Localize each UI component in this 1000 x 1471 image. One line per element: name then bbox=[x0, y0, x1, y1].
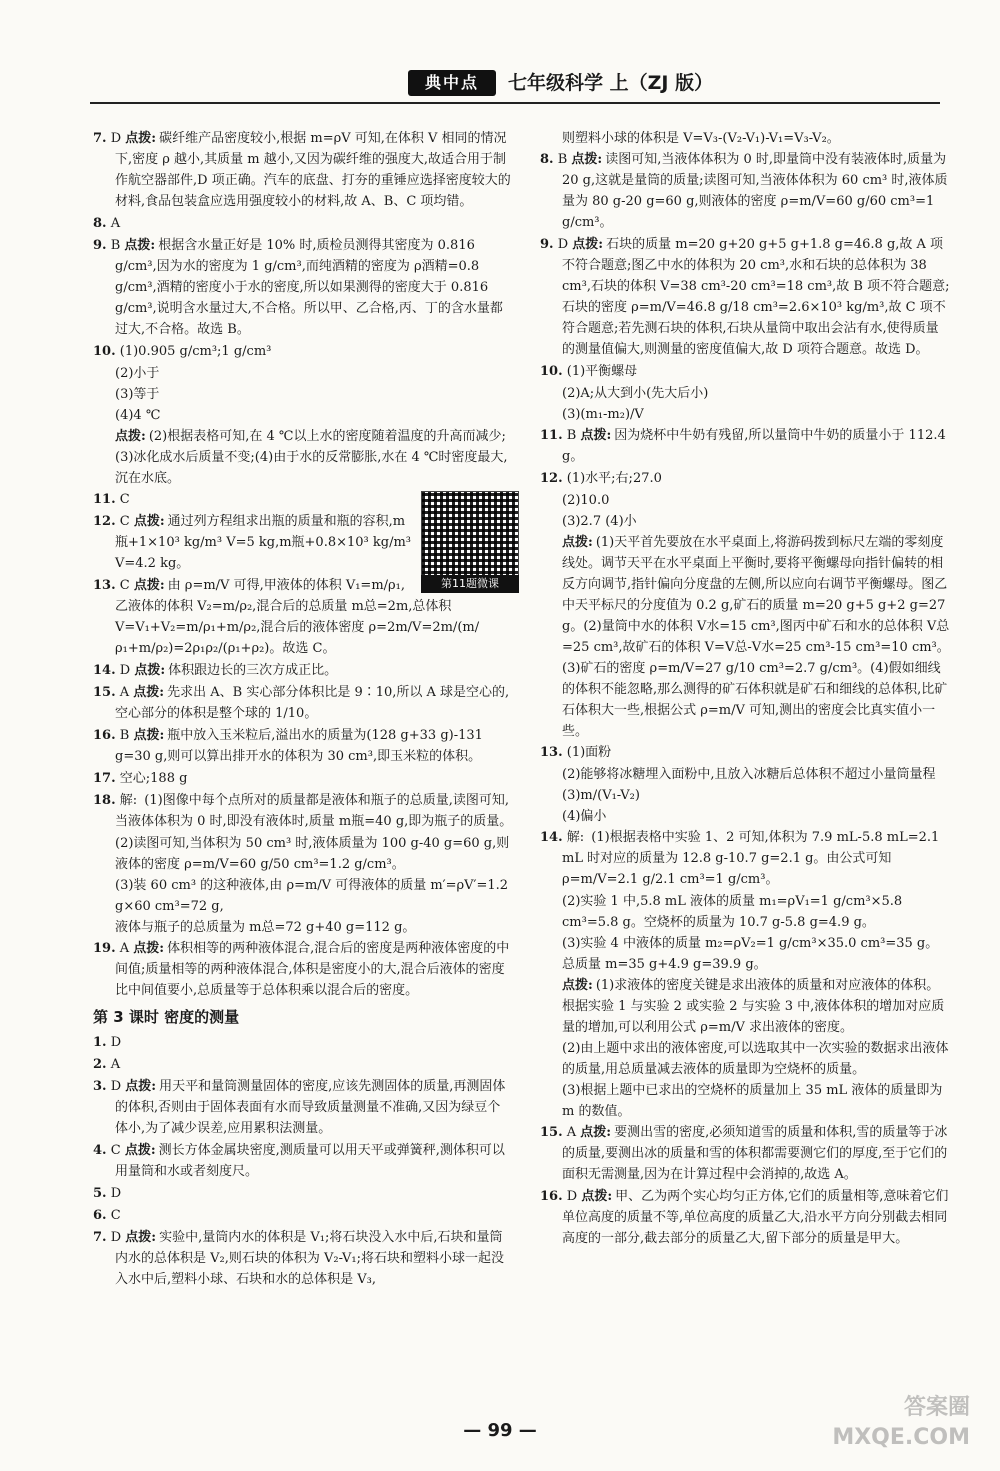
answer-item: 16. B 点拨: 瓶中放入玉米粒后,溢出水的质量为(128 g+33 g)-131 g=30 g,则可以算出排开水的体积为 30 cm³,即玉米粒的体积。 bbox=[93, 728, 483, 764]
left-column bbox=[93, 128, 513, 1291]
answer-item: 7. D 点拨: 实验中,量筒内水的体积是 V₁;将石块没入水中后,石块和量筒内水的总体积是 V₂,则石块的体积为 V₂-V₁;将石块和塑料小球一起没入水中后,塑料小球、石块和水的总体积是 V₃, bbox=[93, 1230, 505, 1287]
sub-answer: (3)等于 bbox=[115, 387, 160, 402]
sub-answer: (3)装 60 cm³ 的这种液体,由 ρ=m/V 可得液体的质量 m′=ρV′=1.2 g×60 cm³=72 g, bbox=[115, 878, 509, 914]
sub-answer: (2)实验 1 中,5.8 mL 液体的质量 m₁=ρV₁=1 g/cm³×5.8 cm³=5.8 g。空烧杯的质量为 10.7 g-5.8 g=4.9 g。 bbox=[562, 894, 903, 930]
page-number: — 99 — bbox=[463, 1420, 537, 1441]
brand-logo: 典中点 bbox=[408, 70, 496, 96]
section-title: 第 3 课时 密度的测量 bbox=[93, 1008, 240, 1026]
sub-answer: (2)能够将冰糖埋入面粉中,且放入冰糖后总体积不超过小量筒量程 bbox=[562, 767, 936, 782]
answer-item: 15. A 点拨: 先求出 A、B 实心部分体积比是 9∶10,所以 A 球是空心的,空心部分的体积是整个球的 1/10。 bbox=[93, 685, 510, 721]
sub-answer: (3)根据上题中已求出的空烧杯的质量加上 35 mL 液体的质量即为 m 的数值。 bbox=[562, 1083, 943, 1119]
sub-answer: (3)m/(V₁-V₂) bbox=[562, 788, 640, 803]
answer-item: 19. A 点拨: 体积相等的两种液体混合,混合后的密度是两种液体密度的中间值;质量相等的两种液体混合,体积是密度小的大,混合后液体的密度比中间值要小,总质量等于总体积乘以混合后的密度。 bbox=[93, 941, 510, 998]
answer-item: 17. 空心;188 g bbox=[93, 771, 188, 786]
sub-answer: (2)读图可知,当体积为 50 cm³ 时,液体质量为 100 g-40 g=60 g,则液体的密度 ρ=m/V=60 g/50 cm³=1.2 g/cm³。 bbox=[115, 836, 510, 872]
answer-item: 13. C 点拨: 由 ρ=m/V 可得,甲液体的体积 V₁=m/ρ₁,乙液体的体积 V₂=m/ρ₂,混合后的总质量 m总=2m,总体积 V=V₁+V₂=m/ρ₁+m/ρ₂,混合后的液体密度 ρ=2m/V=2m/(m/ρ₁+m/ρ₂)=2ρ₁ρ₂/(ρ₁+ρ₂)。故选 C。 bbox=[93, 578, 480, 656]
answer-item: 18. 解: (1)图像中每个点所对的质量都是液体和瓶子的总质量,读图可知,当液体体积为 0 时,即没有液体时,质量 m瓶=40 g,即为瓶子的质量。 bbox=[93, 793, 513, 829]
sub-answer: (3)2.7 (4)小 bbox=[562, 514, 637, 529]
page-header bbox=[90, 68, 940, 104]
book-title: 七年级科学 上（ZJ 版） bbox=[508, 72, 714, 94]
answer-item: 14. 解: (1)根据表格中实验 1、2 可知,体积为 7.9 mL-5.8 mL=2.1 mL 时对应的质量为 12.8 g-10.7 g=2.1 g。由公式可知 ρ=m/V=2.1 g/2.1 cm³=1 g/cm³。 bbox=[540, 830, 940, 887]
answer-item: 11. C bbox=[93, 492, 130, 507]
q10-tip: 点拨: (2)根据表格可知,在 4 ℃以上水的密度随着温度的升高而减少;(3)冰化成水后质量不变;(4)由于水的反常膨胀,水在 4 ℃时密度最大,沉在水底。 bbox=[115, 429, 508, 486]
answer-item: 15. A 点拨: 要测出雪的密度,必须知道雪的质量和体积,雪的质量等于冰的质量,要测出冰的质量和雪的体积都需要测它们的厚度,至于它们的面积无需测量,因为在计算过程中会消掉的,故选 A。 bbox=[540, 1125, 948, 1182]
answer-item: 16. D 点拨: 甲、乙为两个实心均匀正方体,它们的质量相等,意味着它们单位高度的质量不等,单位高度的质量乙大,沿水平方向分别截去相同高度的一部分,截去部分的质量乙大,留下部分的质量是甲大。 bbox=[540, 1189, 949, 1246]
answer-item: 10. (1)0.905 g/cm³;1 g/cm³ bbox=[93, 344, 272, 359]
sub-answer: (2)小于 bbox=[115, 366, 160, 381]
answer-item: 12. C 点拨: 通过列方程组求出瓶的质量和瓶的容积,m瓶+1×10³ kg/m³ V=5 kg,m瓶+0.8×10³ kg/m³ V=4.2 kg。 bbox=[93, 514, 411, 571]
r12-tip: 点拨: (1)天平首先要放在水平桌面上,将游码拨到标尺左端的零刻度线处。调节天平在水平桌面上平衡时,要将平衡螺母向指针偏转的相反方向调节,指针偏向分度盘的左侧,所以应向右调节平衡螺母。图乙中天平标尺的分度值为 0.2 g,矿石的质量 m=20 g+5 g+2 g=27 g。(2)量筒中水的体积 V水=15 cm³,图丙中矿石和水的总体积 V总=25 cm³,故矿石的体积 V=V总-V水=25 cm³-15 cm³=10 cm³。(3)矿石的密度 ρ=m/V=27 g/10 cm³=2.7 g/cm³。(4)假如细线的体积不能忽略,那么测得的矿石体积就是矿石和细线的总体积,比矿石体积大一些,根据公式 ρ=m/V 可知,测出的密度会比真实值小一些。 bbox=[562, 535, 950, 739]
answer-item: 12. (1)水平;右;27.0 bbox=[540, 471, 662, 486]
answer-item: 3. D 点拨: 用天平和量筒测量固体的密度,应该先测固体的质量,再测固体的体积,否则由于固体表面有水而导致质量测量不准确,又因为绿豆个体小,为了减少误差,应用累积法测量。 bbox=[93, 1079, 506, 1136]
sub-answer: (4)偏小 bbox=[562, 809, 607, 824]
answer-item: 4. C 点拨: 测长方体金属块密度,测质量可以用天平或弹簧秤,测体积可以用量筒和水或者刻度尺。 bbox=[93, 1143, 505, 1179]
answer-item: 9. B 点拨: 根据含水量正好是 10% 时,质检员测得其密度为 0.816 g/cm³,因为水的密度为 1 g/cm³,而纯酒精的密度为 ρ酒精=0.8 g/cm³,酒精的密度小于水的密度,所以如果测得的密度大于 0.816 g/cm³,说明含水量过大,不合格。所以甲、乙合格,丙、丁的含水量都过大,不合格。故选 B。 bbox=[93, 238, 503, 337]
answer-item: 8. B 点拨: 读图可知,当液体体积为 0 时,即量筒中没有装液体时,质量为 20 g,这就是量筒的质量;读图可知,当液体体积为 60 cm³ 时,液体质量为 80 g-20 g=60 g,则液体的密度 ρ=m/V=60 g/60 cm³=1 g/cm³。 bbox=[540, 152, 948, 230]
answer-item: 7. D 点拨: 碳纤维产品密度较小,根据 m=ρV 可知,在体积 V 相同的情况下,密度 ρ 越小,其质量 m 越小,又因为碳纤维的强度大,故适合用于制作航空器部件,D 项正确。汽车的底盘、打夯的重锤应选择密度较大的材料,食品包装盒应选用强度较小的材料,故 A、B、C 项均错。 bbox=[93, 131, 511, 209]
r14-tip: 点拨: (1)求液体的密度关键是求出液体的质量和对应液体的体积。根据实验 1 与实验 2 或实验 2 与实验 3 中,液体体积的增加对应质量的增加,可以利用公式 ρ=m/V 求出液体的密度。 bbox=[562, 978, 945, 1035]
sub-answer: (2)10.0 bbox=[562, 493, 610, 508]
answer-item: 6. C bbox=[93, 1208, 121, 1223]
watermark: 答案圈 MXQE.COM bbox=[832, 1395, 970, 1450]
answer-item: 8. A bbox=[93, 216, 121, 231]
qr-code bbox=[421, 491, 519, 593]
sub-answer: (4)4 ℃ bbox=[115, 408, 161, 423]
answer-item: 2. A bbox=[93, 1057, 121, 1072]
answer-item: 5. D bbox=[93, 1186, 122, 1201]
sub-answer: (3)实验 4 中液体的质量 m₂=ρV₂=1 g/cm³×35.0 cm³=35 g。总质量 m=35 g+4.9 g=39.9 g。 bbox=[562, 936, 939, 972]
answer-item: 9. D 点拨: 石块的质量 m=20 g+20 g+5 g+1.8 g=46.8 g,故 A 项不符合题意;图乙中水的体积为 20 cm³,水和石块的总体积为 38 cm³,石块的体积 V=38 cm³-20 cm³=18 cm³,故 B 项不符合题意;石块的密度 ρ=m/V=46.8 g/18 cm³=2.6×10³ kg/m³,故 C 项不符合题意;若先测石块的体积,石块从量筒中取出会沾有水,使得质量的测量值偏大,则测量的密度值偏大,故 D 项符合题意。故选 D。 bbox=[540, 237, 950, 357]
answer-item: 10. (1)平衡螺母 bbox=[540, 364, 638, 379]
qr-label: 第11题微课 bbox=[421, 575, 519, 593]
sub-answer: (3)(m₁-m₂)/V bbox=[562, 407, 644, 422]
sub-answer: (2)由上题中求出的液体密度,可以选取其中一次实验的数据求出液体的质量,用总质量减去液体的质量即为空烧杯的质量。 bbox=[562, 1041, 949, 1077]
answer-item: 13. (1)面粉 bbox=[540, 745, 612, 760]
sub-answer: (2)A;从大到小(先大后小) bbox=[562, 386, 709, 401]
answer-item: 11. B 点拨: 因为烧杯中牛奶有残留,所以量筒中牛奶的质量小于 112.4 g。 bbox=[540, 428, 946, 464]
answer-item: 1. D bbox=[93, 1035, 122, 1050]
answer-item: 14. D 点拨: 体积跟边长的三次方成正比。 bbox=[93, 663, 338, 678]
sub-answer: 液体与瓶子的总质量为 m总=72 g+40 g=112 g。 bbox=[115, 920, 416, 935]
right-column bbox=[540, 128, 950, 1250]
right-intro: 则塑料小球的体积是 V=V₃-(V₂-V₁)-V₁=V₃-V₂。 bbox=[562, 131, 840, 146]
